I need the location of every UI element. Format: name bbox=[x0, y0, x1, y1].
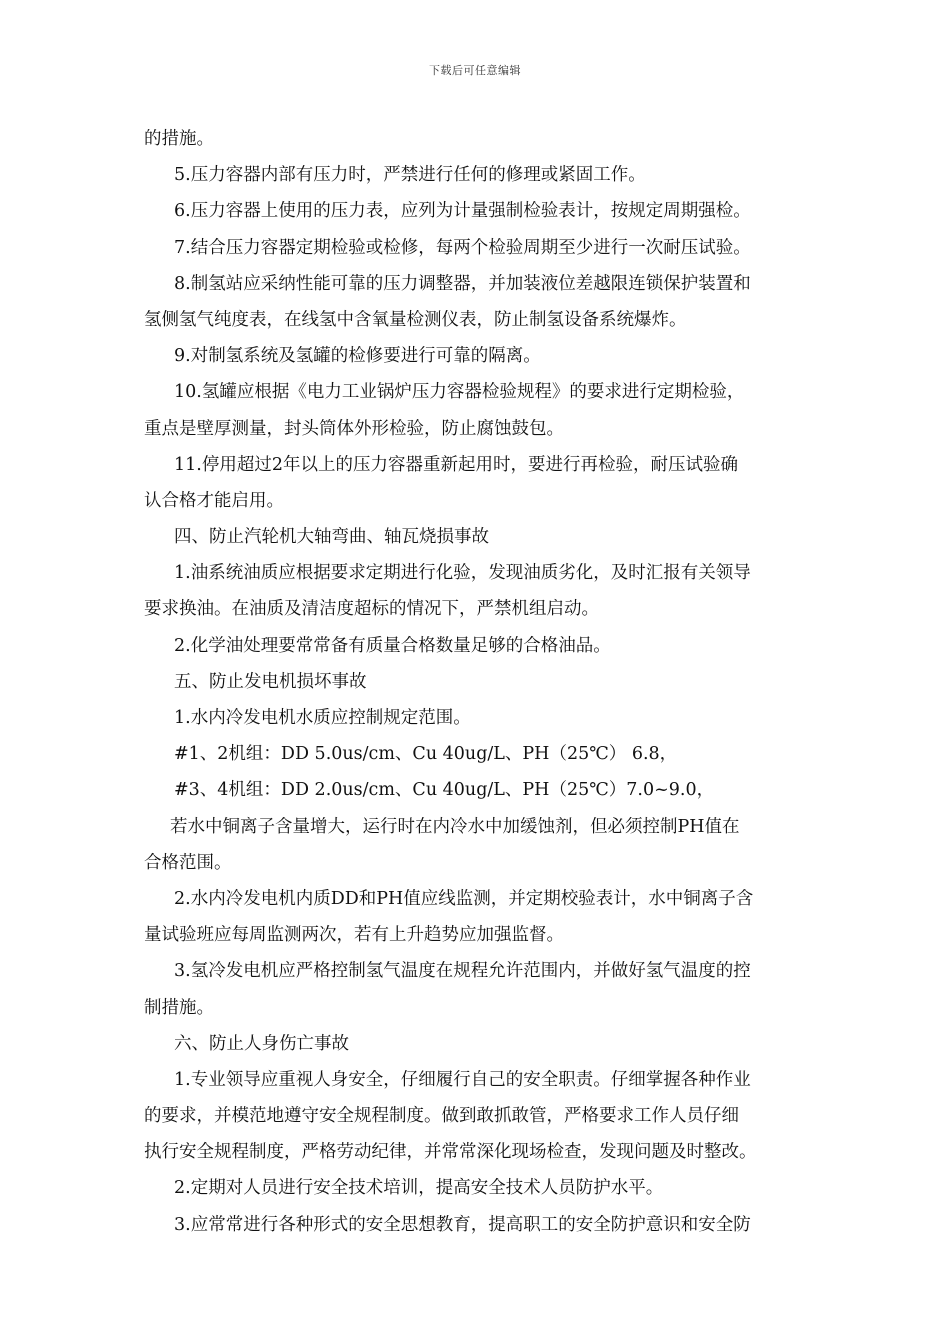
text-line: 制措施。 bbox=[144, 997, 214, 1018]
text-line: 的要求，并模范地遵守安全规程制度。做到敢抓敢管，严格要求工作人员仔细 bbox=[144, 1106, 739, 1127]
section-heading: 四、防止汽轮机大轴弯曲、轴瓦烧损事故 bbox=[174, 527, 489, 548]
document-body bbox=[144, 121, 808, 1243]
text-line: 合格范围。 bbox=[144, 852, 232, 873]
text-line: 执行安全规程制度，严格劳动纪律，并常常深化现场检查，发现问题及时整改。 bbox=[144, 1142, 757, 1163]
text-line: 量试验班应每周监测两次，若有上升趋势应加强监督。 bbox=[144, 925, 564, 946]
page-header: 下载后可任意编辑 bbox=[429, 64, 521, 77]
text-line: 2.水内冷发电机内质DD和PH值应线监测，并定期校验表计，水中铜离子含 bbox=[174, 888, 754, 909]
text-line: #3、4机组：DD 2.0us/cm、Cu 40ug/L、PH（25℃）7.0~9.0， bbox=[174, 780, 715, 801]
text-line: 1.水内冷发电机水质应控制规定范围。 bbox=[174, 708, 471, 728]
text-line: 3.应常常进行各种形式的安全思想教育，提高职工的安全防护意识和安全防 bbox=[174, 1214, 751, 1235]
section-heading: 六、防止人身伤亡事故 bbox=[174, 1033, 349, 1054]
text-line: 认合格才能启用。 bbox=[144, 490, 284, 511]
text-line: 3.氢冷发电机应严格控制氢气温度在规程允许范围内，并做好氢气温度的控 bbox=[174, 961, 751, 982]
text-line: 2.化学油处理要常常备有质量合格数量足够的合格油品。 bbox=[174, 635, 611, 656]
text-line: 氢侧氢气纯度表，在线氢中含氧量检测仪表，防止制氢设备系统爆炸。 bbox=[144, 309, 687, 330]
text-line: 2.定期对人员进行安全技术培训，提高安全技术人员防护水平。 bbox=[174, 1178, 664, 1199]
text-line: 9.对制氢系统及氢罐的检修要进行可靠的隔离。 bbox=[174, 346, 541, 367]
text-line: #1、2机组：DD 5.0us/cm、Cu 40ug/L、PH（25℃） 6.8， bbox=[174, 744, 678, 765]
text-line: 8.制氢站应采纳性能可靠的压力调整器，并加装液位差越限连锁保护装置和 bbox=[174, 273, 751, 294]
section-heading: 五、防止发电机损坏事故 bbox=[174, 671, 367, 692]
text-line: 7.结合压力容器定期检验或检修，每两个检验周期至少进行一次耐压试验。 bbox=[174, 237, 751, 258]
text-line: 要求换油。在油质及清洁度超标的情况下，严禁机组启动。 bbox=[144, 599, 599, 620]
text-line: 1.专业领导应重视人身安全，仔细履行自己的安全职责。仔细掌握各种作业 bbox=[174, 1069, 751, 1090]
text-line: 6.压力容器上使用的压力表，应列为计量强制检验表计，按规定周期强检。 bbox=[174, 201, 751, 222]
text-line: 11.停用超过2年以上的压力容器重新起用时，要进行再检验，耐压试验确 bbox=[174, 454, 738, 475]
text-line: 重点是壁厚测量，封头筒体外形检验，防止腐蚀鼓包。 bbox=[144, 418, 564, 439]
text-line: 若水中铜离子含量增大，运行时在内冷水中加缓蚀剂，但必须控制PH值在 bbox=[170, 816, 740, 837]
text-line: 的措施。 bbox=[144, 129, 214, 149]
text-line: 5.压力容器内部有压力时，严禁进行任何的修理或紧固工作。 bbox=[174, 165, 646, 186]
text-line: 10.氢罐应根据《电力工业锅炉压力容器检验规程》的要求进行定期检验， bbox=[174, 382, 745, 403]
text-line: 1.油系统油质应根据要求定期进行化验，发现油质劣化，及时汇报有关领导 bbox=[174, 563, 751, 584]
